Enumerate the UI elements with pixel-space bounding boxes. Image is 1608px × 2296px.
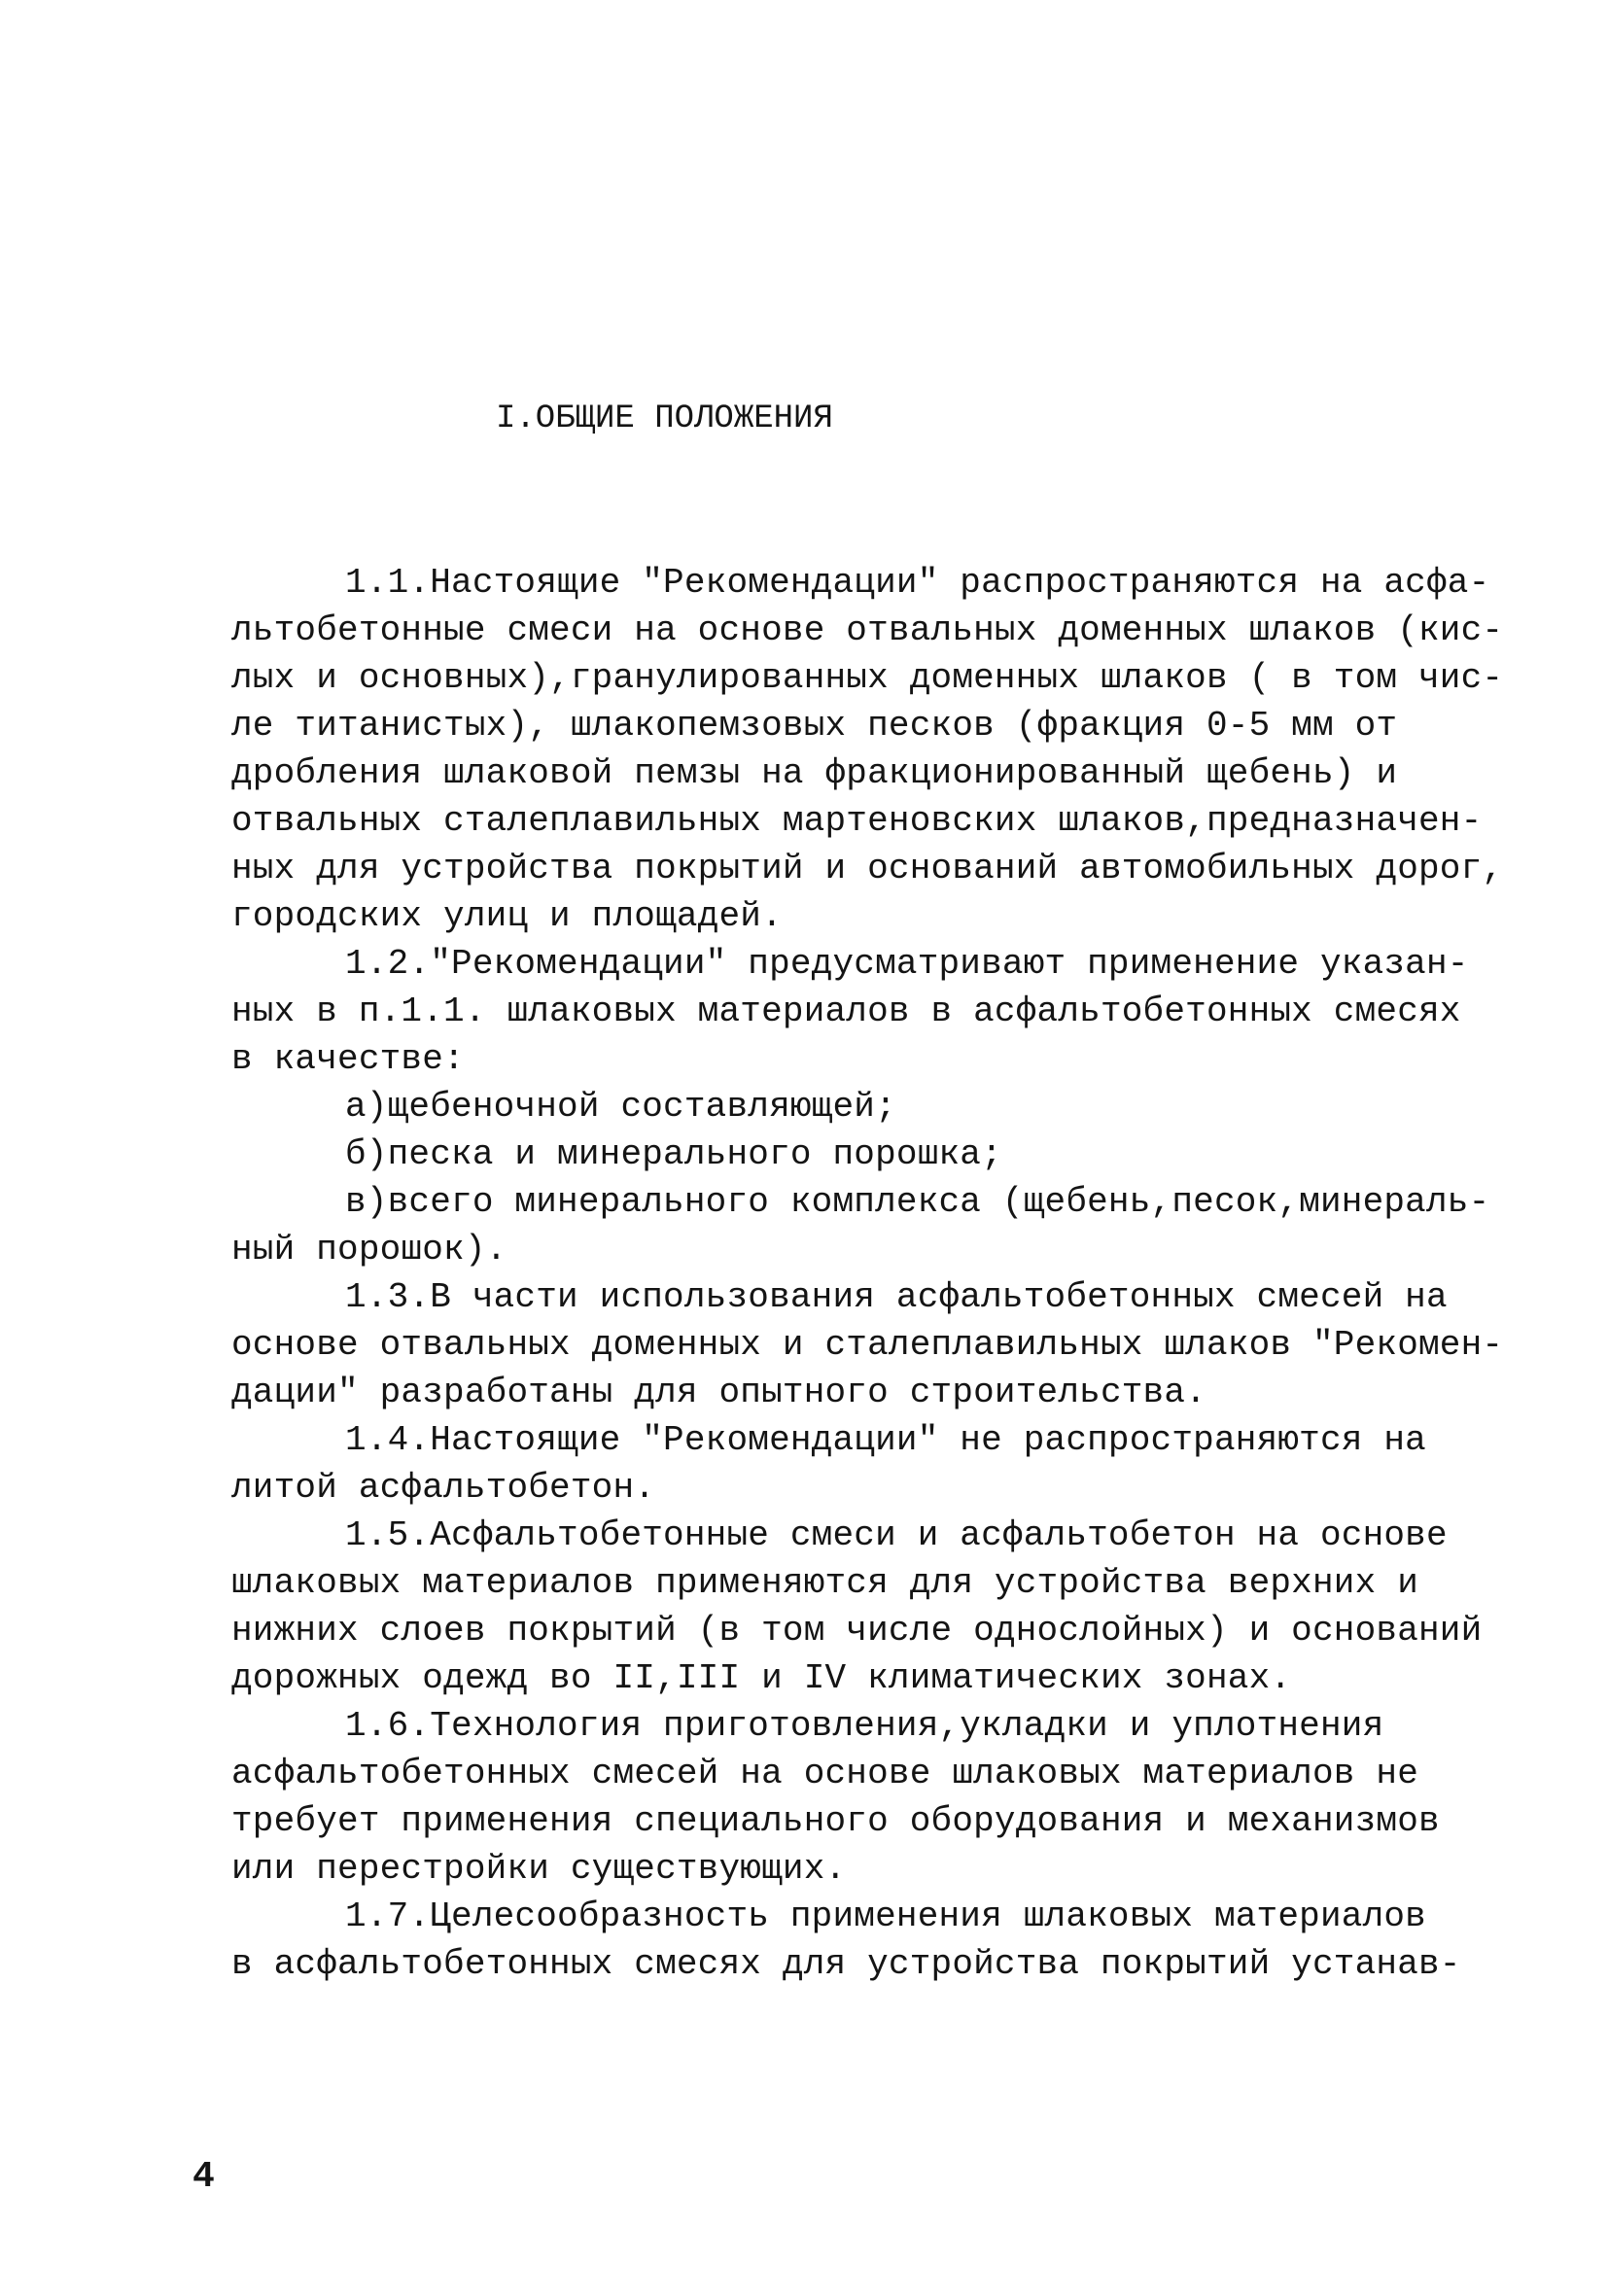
text-line: нижних слоев покрытий (в том числе однослойных) и оснований <box>231 1611 1483 1651</box>
text-line: шлаковых материалов применяются для устройства верхних и <box>231 1563 1418 1603</box>
text-line: в качестве: <box>231 1039 465 1079</box>
text-line: дации" разработаны для опытного строительства. <box>231 1373 1206 1412</box>
text-line: или перестройки существующих. <box>231 1849 847 1889</box>
text-line: лых и основных),гранулированных доменных шлаков ( в том чис- <box>231 658 1504 698</box>
section-heading: I.ОБЩИЕ ПОЛОЖЕНИЯ <box>496 400 833 437</box>
text-line: 1.5.Асфальтобетонные смеси и асфальтобетон на основе <box>345 1515 1448 1555</box>
text-line: дорожных одежд во II,III и IV климатических зонах. <box>231 1658 1292 1698</box>
text-line: городских улиц и площадей. <box>231 896 783 936</box>
text-line: дробления шлаковой пемзы на фракционированный щебень) и <box>231 753 1398 793</box>
text-line: а)щебеночной составляющей; <box>345 1087 896 1127</box>
text-line: в асфальтобетонных смесях для устройства покрытий устанав- <box>231 1944 1461 1984</box>
text-line: 1.4.Настоящие "Рекомендации" не распространяются на <box>345 1420 1426 1460</box>
text-line: 1.6.Технология приготовления,укладки и уплотнения <box>345 1706 1384 1746</box>
text-line: 1.3.В части использования асфальтобетонных смесей на <box>345 1277 1448 1317</box>
text-line: 1.7.Целесообразность применения шлаковых материалов <box>345 1896 1426 1936</box>
text-line: ле титанистых), шлакопемзовых песков (фракция 0-5 мм от <box>231 706 1398 746</box>
text-line: асфальтобетонных смесей на основе шлаковых материалов не <box>231 1754 1418 1793</box>
text-line: требует применения специального оборудования и механизмов <box>231 1801 1440 1841</box>
text-line: в)всего минерального комплекса (щебень,песок,минераль- <box>345 1182 1490 1222</box>
text-line: ных для устройства покрытий и оснований автомобильных дорог, <box>231 849 1504 888</box>
text-line: ных в п.1.1. шлаковых материалов в асфальтобетонных смесях <box>231 991 1461 1031</box>
text-line: отвальных сталеплавильных мартеновских шлаков,предназначен- <box>231 801 1483 841</box>
text-line: 1.1.Настоящие "Рекомендации" распространяются на асфа- <box>345 563 1490 603</box>
text-line: литой асфальтобетон. <box>231 1468 656 1508</box>
text-line: льтобетонные смеси на основе отвальных доменных шлаков (кис- <box>231 610 1504 650</box>
text-line: 1.2."Рекомендации" предусматривают применение указан- <box>345 944 1469 984</box>
page-number: 4 <box>192 2156 215 2198</box>
text-line: основе отвальных доменных и сталеплавильных шлаков "Рекомен- <box>231 1325 1504 1365</box>
text-line: б)песка и минерального порошка; <box>345 1134 1002 1174</box>
text-line: ный порошок). <box>231 1230 507 1270</box>
